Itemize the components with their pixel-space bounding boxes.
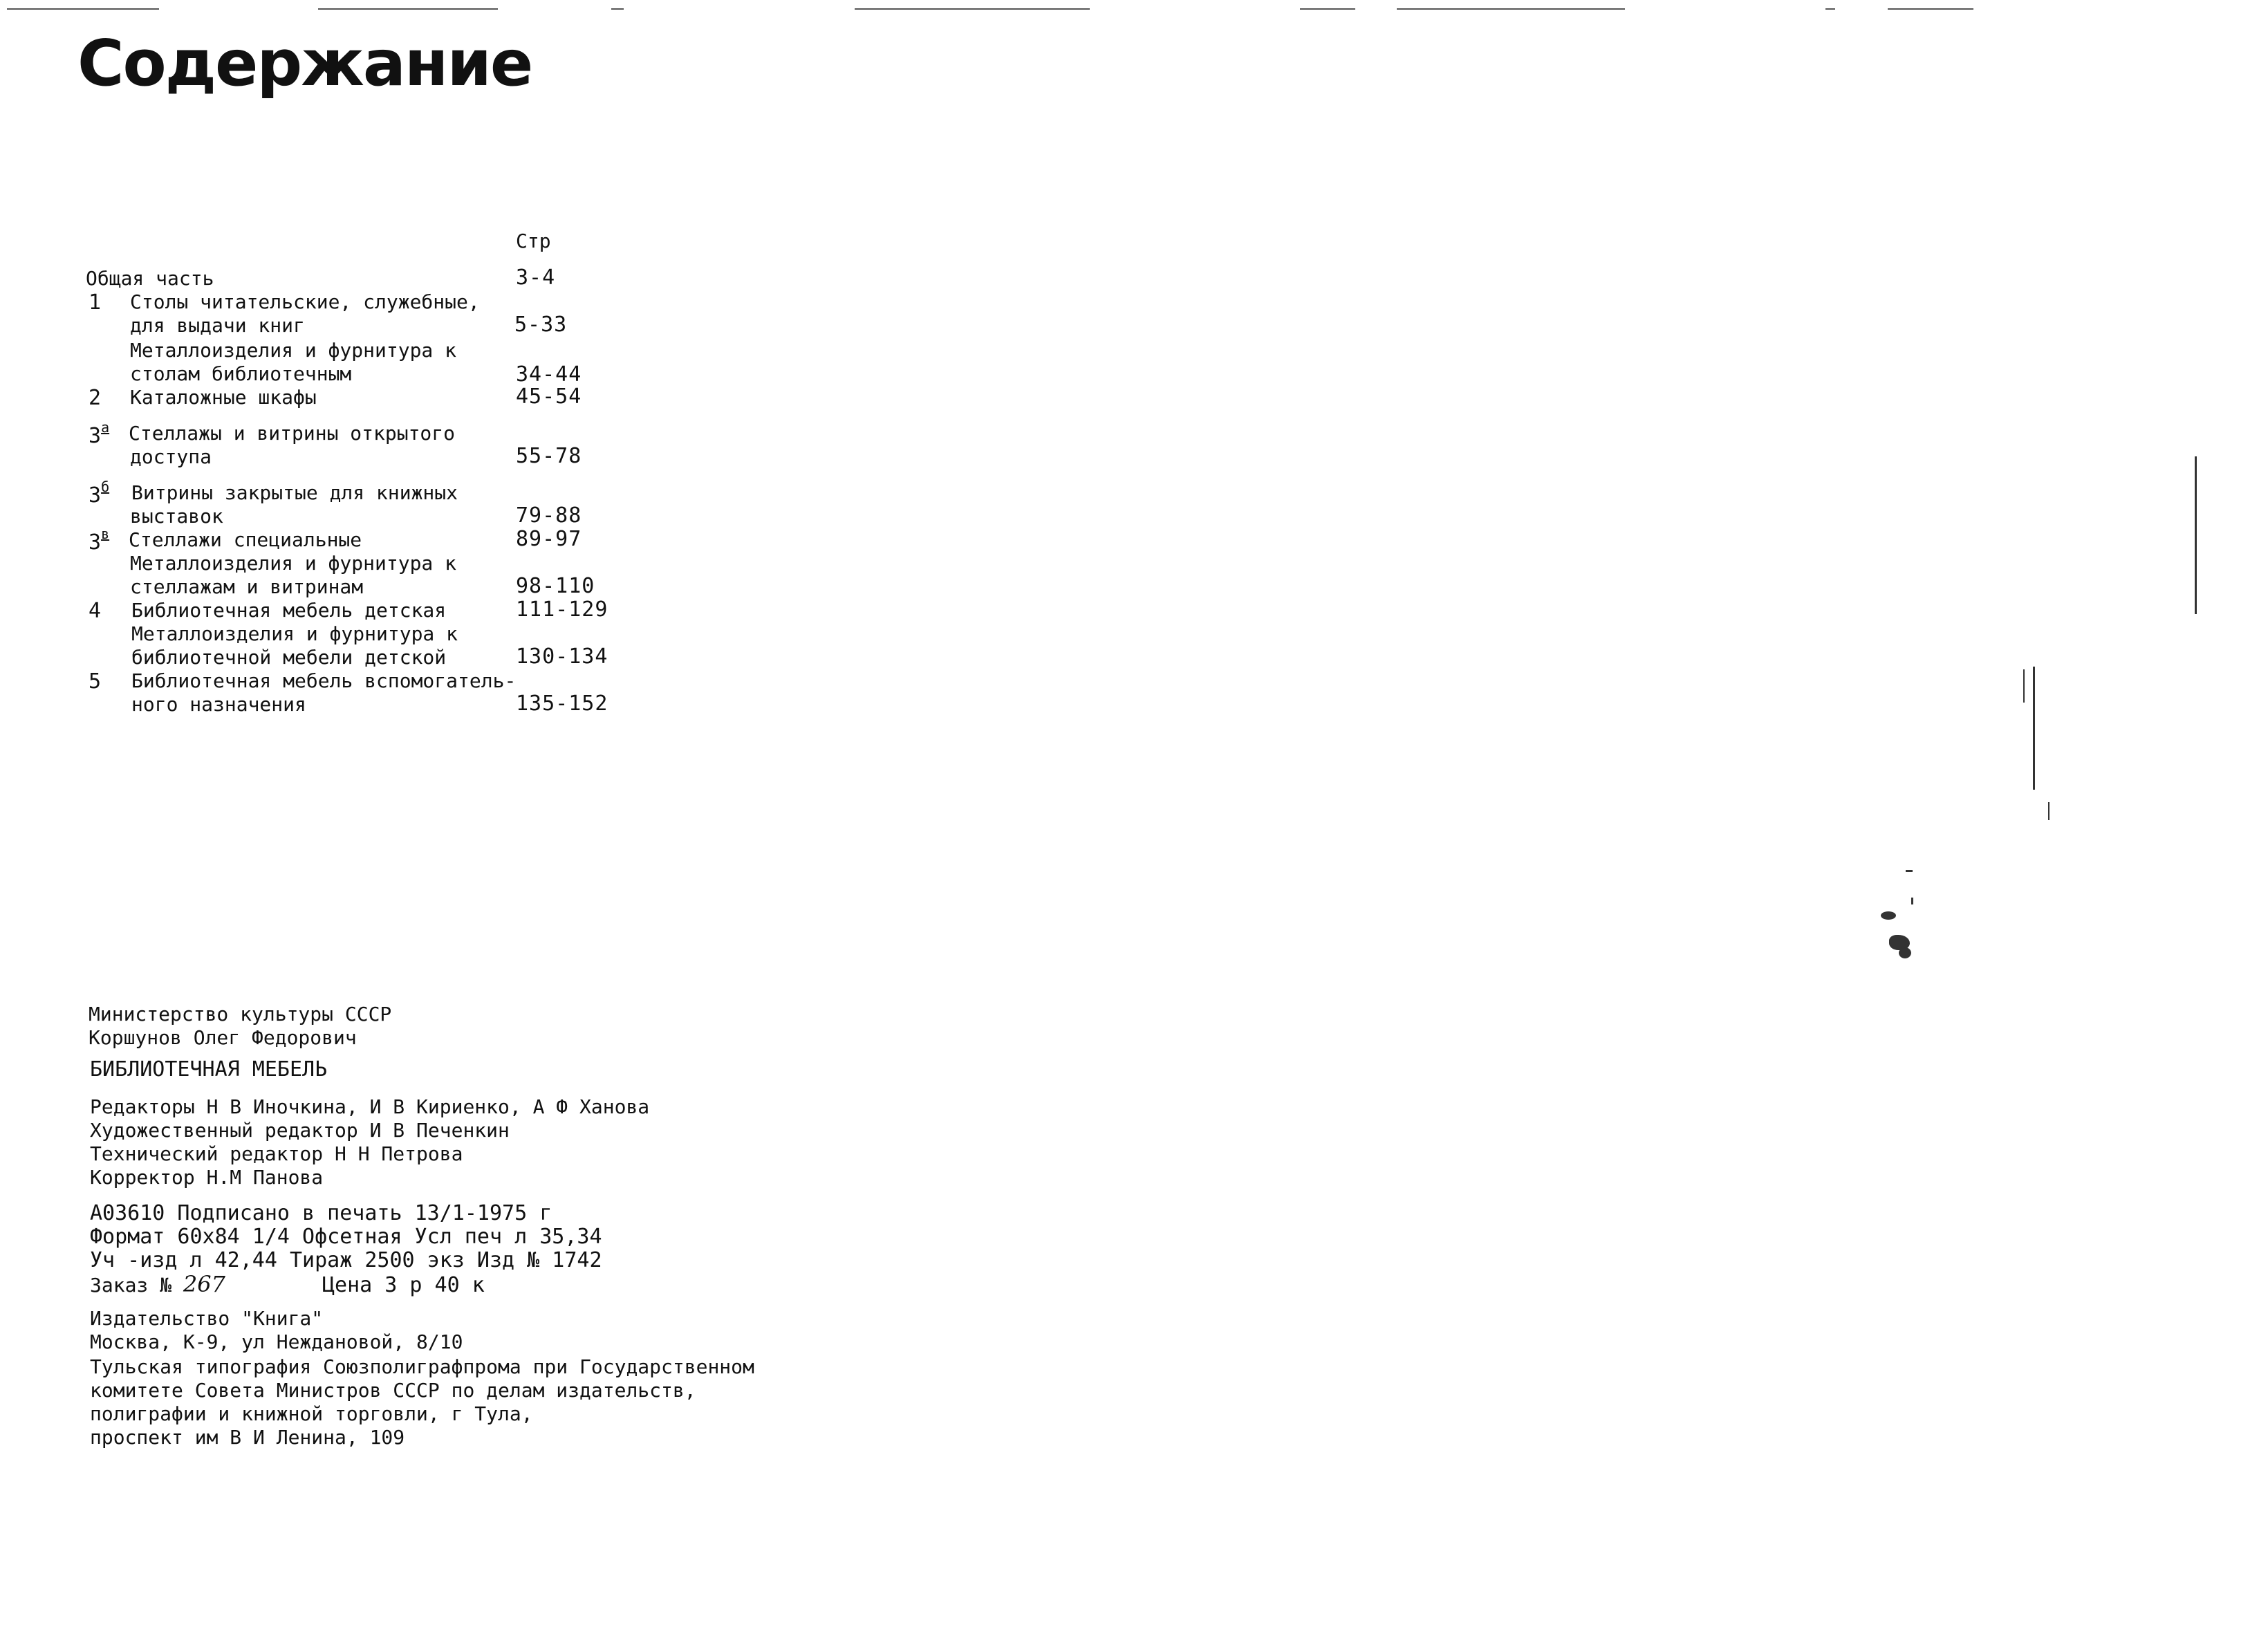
imprint-editors: Редакторы Н В Иночкина, И В Кириенко, А Ф Ханова [90, 1095, 650, 1118]
toc-entry-6-number: 3 [89, 530, 102, 555]
toc-entry-6-text: Стеллажи специальные [129, 528, 362, 551]
toc-entry-9-text: Металлоизделия и фурнитура к [131, 622, 458, 645]
toc-entry-4-pages: 55-78 [516, 444, 582, 468]
scan-artifact-line [318, 8, 498, 10]
toc-entry-6-sup: в [101, 526, 110, 542]
toc-entry-5-num [89, 481, 109, 508]
imprint-printer-line-4: проспект им В И Ленина, 109 [90, 1426, 405, 1449]
toc-entry-9-pages: 130-134 [516, 644, 608, 669]
imprint-book-title: БИБЛИОТЕЧНАЯ МЕБЕЛЬ [90, 1057, 328, 1082]
toc-entry-5-sup: б [101, 479, 110, 495]
scan-mark [2195, 456, 2197, 614]
toc-entry-3-num: 2 [89, 386, 102, 410]
imprint-order-label: Заказ № [90, 1274, 172, 1297]
scan-artifact-line [1300, 8, 1355, 10]
imprint-corrector: Корректор Н.М Панова [90, 1166, 324, 1189]
toc-entry-8-text: Библиотечная мебель детская [131, 599, 447, 622]
ink-blot [1899, 947, 1911, 958]
toc-entry-2-text: столам библиотечным [130, 362, 352, 385]
scan-mark [2033, 667, 2035, 790]
scan-artifact-line [7, 8, 159, 10]
toc-entry-4-num [89, 419, 110, 448]
toc-entry-5-text: Витрины закрытые для книжных [131, 481, 458, 504]
imprint-print-line-1: А03610 Подписано в печать 13/1-1975 г [90, 1201, 552, 1225]
toc-entry-2-pages: 34-44 [516, 362, 582, 387]
toc-entry-7-pages: 98-110 [516, 574, 595, 598]
imprint-print-line-2: Формат 60х84 1/4 Офсетная Усл печ л 35,34 [90, 1225, 602, 1249]
imprint-price: Цена 3 р 40 к [322, 1273, 485, 1297]
toc-entry-5-pages: 79-88 [516, 503, 582, 528]
toc-entry-0-pages: 3-4 [516, 266, 556, 290]
toc-entry-5-number: 3 [89, 483, 102, 508]
toc-entry-6-pages: 89-97 [516, 527, 582, 551]
toc-entry-7-text: стеллажам и витринам [130, 575, 364, 598]
toc-entry-4-number: 3 [89, 424, 102, 448]
imprint-order-number: 267 [183, 1271, 225, 1297]
imprint-printer-line-3: полиграфии и книжной торговли, г Тула, [90, 1402, 533, 1425]
toc-entry-4-text: Стеллажы и витрины открытого [129, 422, 456, 445]
toc-entry-8-pages: 111-129 [516, 597, 608, 622]
toc-entry-2-text: Металлоизделия и фурнитура к [130, 339, 457, 362]
toc-entry-6-num [89, 528, 109, 555]
toc-entry-4-text: доступа [130, 445, 212, 468]
toc-entry-10-num: 5 [89, 669, 102, 694]
toc-entry-1-pages: 5-33 [514, 313, 568, 337]
scan-artifact-line [1888, 8, 1973, 10]
toc-entry-10-pages: 135-152 [516, 691, 608, 716]
imprint-printer-line-2: комитете Совета Министров СССР по делам издательств, [90, 1379, 696, 1402]
imprint-order [90, 1272, 225, 1297]
toc-entry-3-text: Каталожные шкафы [130, 386, 317, 409]
scan-mark [2023, 669, 2025, 703]
scan-mark [2048, 802, 2049, 820]
toc-entry-5-text: выставок [130, 505, 223, 528]
imprint-print-line-3: Уч -изд л 42,44 Тираж 2500 экз Изд № 1742 [90, 1248, 602, 1272]
toc-entry-10-text: ного назначения [131, 693, 306, 716]
imprint-publisher: Издательство "Книга" [90, 1307, 324, 1330]
scan-mark [1906, 870, 1913, 872]
toc-entry-3-pages: 45-54 [516, 384, 582, 409]
toc-entry-1-text: Столы читательские, служебные, [130, 290, 480, 313]
imprint-address: Москва, К-9, ул Неждановой, 8/10 [90, 1330, 463, 1353]
scan-artifact-line [1397, 8, 1625, 10]
imprint-tech-editor: Технический редактор Н Н Петрова [90, 1142, 463, 1165]
toc-entry-9-text: библиотечной мебели детской [131, 646, 447, 669]
scan-artifact-line [855, 8, 1090, 10]
imprint-printer-line-1: Тульская типография Союзполиграфпрома при Государственном [90, 1355, 754, 1378]
toc-entry-7-text: Металлоизделия и фурнитура к [130, 552, 457, 575]
ink-blot [1881, 911, 1896, 920]
toc-entry-1-num: 1 [89, 290, 102, 315]
toc-header: Стр [516, 230, 551, 252]
page-title: Содержание [77, 26, 532, 100]
scan-artifact-line [1825, 8, 1835, 10]
toc-entry-1-text: для выдачи книг [130, 314, 305, 337]
toc-entry-0-text: Общая часть [86, 267, 214, 290]
imprint-art-editor: Художественный редактор И В Печенкин [90, 1119, 510, 1142]
toc-entry-10-text: Библиотечная мебель вспомогатель- [131, 669, 517, 692]
imprint-author: Коршунов Олег Федорович [89, 1026, 357, 1049]
toc-entry-4-sup: а [101, 419, 110, 436]
toc-entry-8-num: 4 [89, 599, 102, 623]
imprint-ministry: Министерство культуры СССР [89, 1003, 392, 1025]
scan-mark [1911, 898, 1913, 904]
scan-artifact-line [611, 8, 624, 10]
